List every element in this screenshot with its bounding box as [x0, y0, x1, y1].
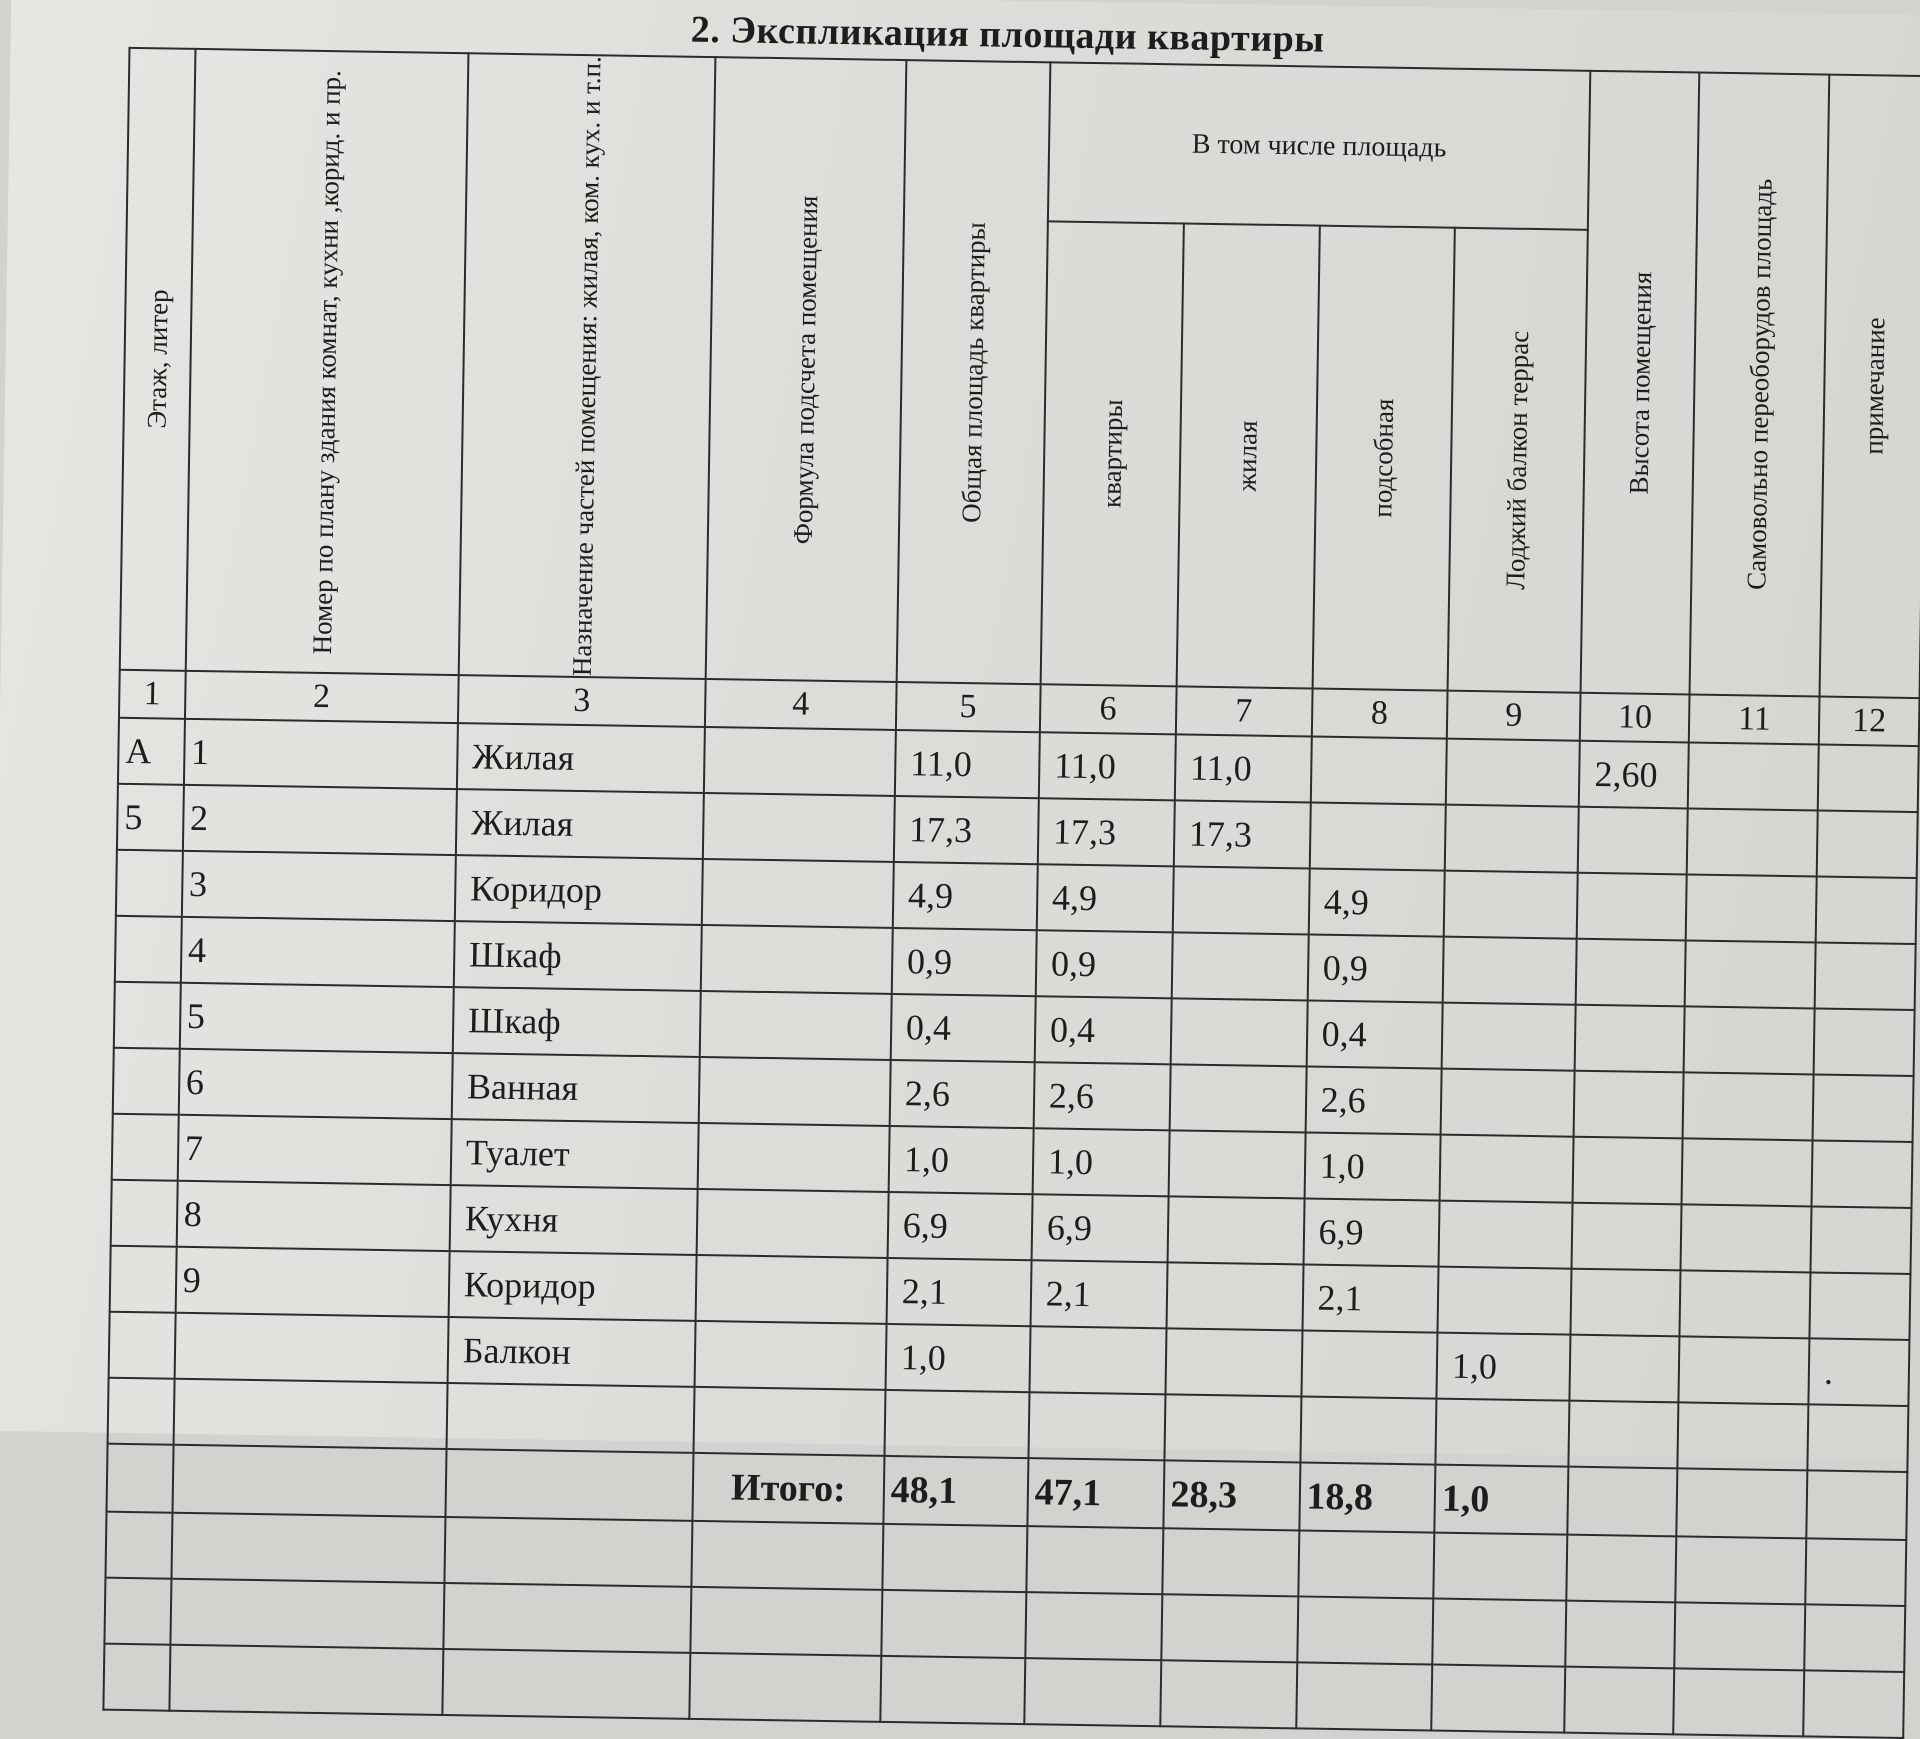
table-cell: 6,9	[1031, 1194, 1168, 1262]
table-cell	[116, 850, 183, 917]
table-cell	[698, 1123, 890, 1192]
total-value: 47,1	[1027, 1458, 1164, 1528]
group-header: В том числе площадь	[1048, 62, 1591, 230]
table-cell: Жилая	[456, 789, 704, 859]
col-header-3: Назначение частей помещения: жилая, ком. кух. и т.п.	[458, 53, 715, 679]
table-cell: Жилая	[457, 723, 705, 793]
col-header-8: подсобная	[1312, 226, 1455, 691]
table-cell	[1810, 1272, 1911, 1340]
column-number: 11	[1689, 694, 1820, 744]
table-cell	[703, 793, 895, 862]
table-cell: 4	[180, 917, 454, 987]
table-cell	[1688, 742, 1819, 810]
table-cell	[1169, 1064, 1306, 1132]
table-cell: 17,3	[1038, 798, 1175, 866]
table-cell: 3	[182, 851, 456, 921]
table-cell: 4,9	[1308, 869, 1444, 937]
table-cell	[1443, 937, 1577, 1005]
table-cell: 2,1	[1030, 1260, 1167, 1328]
table-cell: 2,6	[889, 1060, 1034, 1128]
table-cell	[1682, 1138, 1813, 1206]
table-cell	[114, 982, 181, 1049]
column-number: 2	[185, 671, 459, 723]
table-cell	[1310, 737, 1446, 805]
table-cell	[1444, 871, 1578, 939]
table-cell	[695, 1321, 887, 1390]
table-cell	[174, 1313, 448, 1383]
col-header-9: Лоджий балкон террас	[1448, 228, 1589, 693]
table-cell	[1168, 1130, 1305, 1198]
col-header-1: Этаж, литер	[120, 48, 195, 671]
table-cell: 0,9	[1036, 930, 1173, 998]
table-cell	[1578, 807, 1688, 875]
table-cell	[1170, 998, 1307, 1066]
table-cell	[700, 991, 892, 1060]
table-cell	[1029, 1326, 1166, 1394]
table-cell: Коридор	[448, 1251, 696, 1321]
table-cell: 0,9	[1307, 935, 1443, 1003]
table-cell	[1811, 1206, 1912, 1274]
table-cell: 1,0	[1436, 1333, 1570, 1401]
header-row	[127, 48, 1920, 236]
table-cell	[1171, 932, 1308, 1000]
table-cell	[702, 859, 894, 928]
table-cell: 0,4	[1306, 1001, 1442, 1069]
table-cell	[696, 1255, 888, 1324]
col-header-12: примечание	[1820, 75, 1920, 699]
table-cell: 17,3	[894, 796, 1039, 864]
table-cell	[1685, 940, 1816, 1008]
table-cell	[1572, 1203, 1682, 1271]
table-cell	[1577, 873, 1687, 941]
table-cell	[699, 1057, 891, 1126]
table-cell	[1687, 808, 1818, 876]
column-number: 4	[705, 679, 896, 730]
column-number: 3	[458, 675, 706, 727]
table-cell: 0,4	[1034, 996, 1171, 1064]
table-cell: 5	[117, 784, 184, 851]
total-value: 28,3	[1163, 1460, 1300, 1530]
table-cell	[1817, 811, 1918, 879]
table-cell	[1441, 1069, 1575, 1137]
table-cell: Кухня	[449, 1185, 697, 1255]
table-body	[109, 718, 1919, 1406]
table-cell	[1573, 1137, 1683, 1205]
col-header-10: Высота помещения	[1581, 71, 1700, 695]
table-cell	[1686, 874, 1817, 942]
table-cell: 2	[183, 785, 457, 855]
table-cell: .	[1809, 1338, 1910, 1406]
table-cell: 4,9	[1037, 864, 1174, 932]
table-cell	[1815, 943, 1916, 1011]
table-cell	[1446, 739, 1580, 807]
column-number: 7	[1176, 686, 1313, 736]
table-cell: А	[118, 718, 185, 785]
total-label: Итого:	[693, 1453, 885, 1524]
table-cell: Шкаф	[454, 921, 702, 991]
table-cell: 1,0	[1032, 1128, 1169, 1196]
table-cell	[1680, 1270, 1811, 1338]
table-cell: 6,9	[1303, 1198, 1439, 1266]
table-cell	[1442, 1003, 1576, 1071]
table-cell: 1,0	[1304, 1133, 1440, 1201]
table-cell	[1575, 1005, 1685, 1073]
col-header-11: Самовольно переоборудов площадь	[1690, 73, 1830, 697]
table-cell	[113, 1048, 180, 1115]
table-cell	[1437, 1267, 1571, 1335]
table-cell: Туалет	[450, 1119, 698, 1189]
table-cell	[1683, 1072, 1814, 1140]
table-cell	[1301, 1330, 1437, 1398]
table-cell: 6,9	[887, 1192, 1032, 1260]
table-cell	[1172, 866, 1309, 934]
col-header-4: Формула подсчета помещения	[706, 57, 906, 682]
table-cell: 0,9	[892, 928, 1037, 996]
total-value: 48,1	[883, 1456, 1028, 1526]
table-cell	[111, 1180, 178, 1247]
table-cell	[1818, 745, 1919, 813]
table-cell	[1165, 1328, 1302, 1396]
table-cell: 2,60	[1579, 741, 1689, 809]
document-title: 2. Экспликация площади квартиры	[690, 8, 1325, 61]
table-cell: Ванная	[452, 1053, 700, 1123]
col-header-6: квартиры	[1040, 222, 1183, 687]
table-cell	[1571, 1269, 1681, 1337]
table-cell	[1440, 1135, 1574, 1203]
table-cell: 11,0	[895, 730, 1040, 798]
table-cell	[1574, 1071, 1684, 1139]
total-value: 1,0	[1434, 1465, 1568, 1535]
table-cell: 5	[179, 983, 453, 1053]
table-cell: 17,3	[1173, 800, 1310, 868]
table-cell	[1309, 803, 1445, 871]
table-cell	[115, 916, 182, 983]
table-cell	[1167, 1196, 1304, 1264]
table-cell: Шкаф	[453, 987, 701, 1057]
explication-table	[102, 47, 1920, 1739]
table-cell: 2,6	[1305, 1067, 1441, 1135]
table-cell: 1,0	[885, 1324, 1030, 1392]
table-cell	[1445, 805, 1579, 873]
column-number: 10	[1580, 693, 1690, 743]
table-cell	[1814, 1008, 1915, 1076]
total-value: 18,8	[1299, 1462, 1435, 1532]
table-cell: 1,0	[888, 1126, 1033, 1194]
table-cell: 1	[184, 719, 458, 789]
table-cell	[1813, 1074, 1914, 1142]
col-header-7: жилая	[1176, 224, 1319, 689]
table-cell	[1816, 877, 1917, 945]
table-cell	[1679, 1336, 1810, 1404]
column-number: 12	[1819, 697, 1920, 747]
table-cell: 11,0	[1039, 732, 1176, 800]
col-header-5: Общая площадь квартиры	[896, 60, 1050, 684]
table-cell	[1576, 939, 1686, 1007]
table-cell: 2,6	[1033, 1062, 1170, 1130]
table-cell: 6	[178, 1049, 452, 1119]
column-number: 9	[1447, 691, 1581, 741]
table-cell	[1166, 1262, 1303, 1330]
table-cell: 8	[176, 1181, 450, 1251]
table-cell: Коридор	[455, 855, 703, 925]
table-cell	[109, 1312, 176, 1379]
table-cell	[112, 1114, 179, 1181]
column-number: 6	[1040, 684, 1177, 734]
table-cell: 11,0	[1174, 734, 1311, 802]
table-cell	[1570, 1335, 1680, 1403]
col-header-2: Номер по плану здания комнат, кухни ,корид. и пр.	[185, 49, 468, 675]
table-cell	[704, 727, 896, 796]
column-number: 8	[1311, 689, 1447, 739]
table-cell	[1812, 1140, 1913, 1208]
table-cell: 0,4	[890, 994, 1035, 1062]
table-cell: Балкон	[447, 1317, 695, 1387]
column-number: 1	[119, 670, 185, 719]
column-number: 5	[896, 682, 1041, 732]
table-cell: 9	[175, 1247, 449, 1317]
table-cell	[1438, 1201, 1572, 1269]
table-cell: 7	[177, 1115, 451, 1185]
table-cell	[697, 1189, 889, 1258]
table-cell	[1684, 1006, 1815, 1074]
table-cell	[701, 925, 893, 994]
table-cell	[1681, 1204, 1812, 1272]
table-cell: 2,1	[886, 1258, 1031, 1326]
table-cell: 2,1	[1302, 1264, 1438, 1332]
table-cell	[110, 1246, 177, 1313]
table-cell: 4,9	[893, 862, 1038, 930]
